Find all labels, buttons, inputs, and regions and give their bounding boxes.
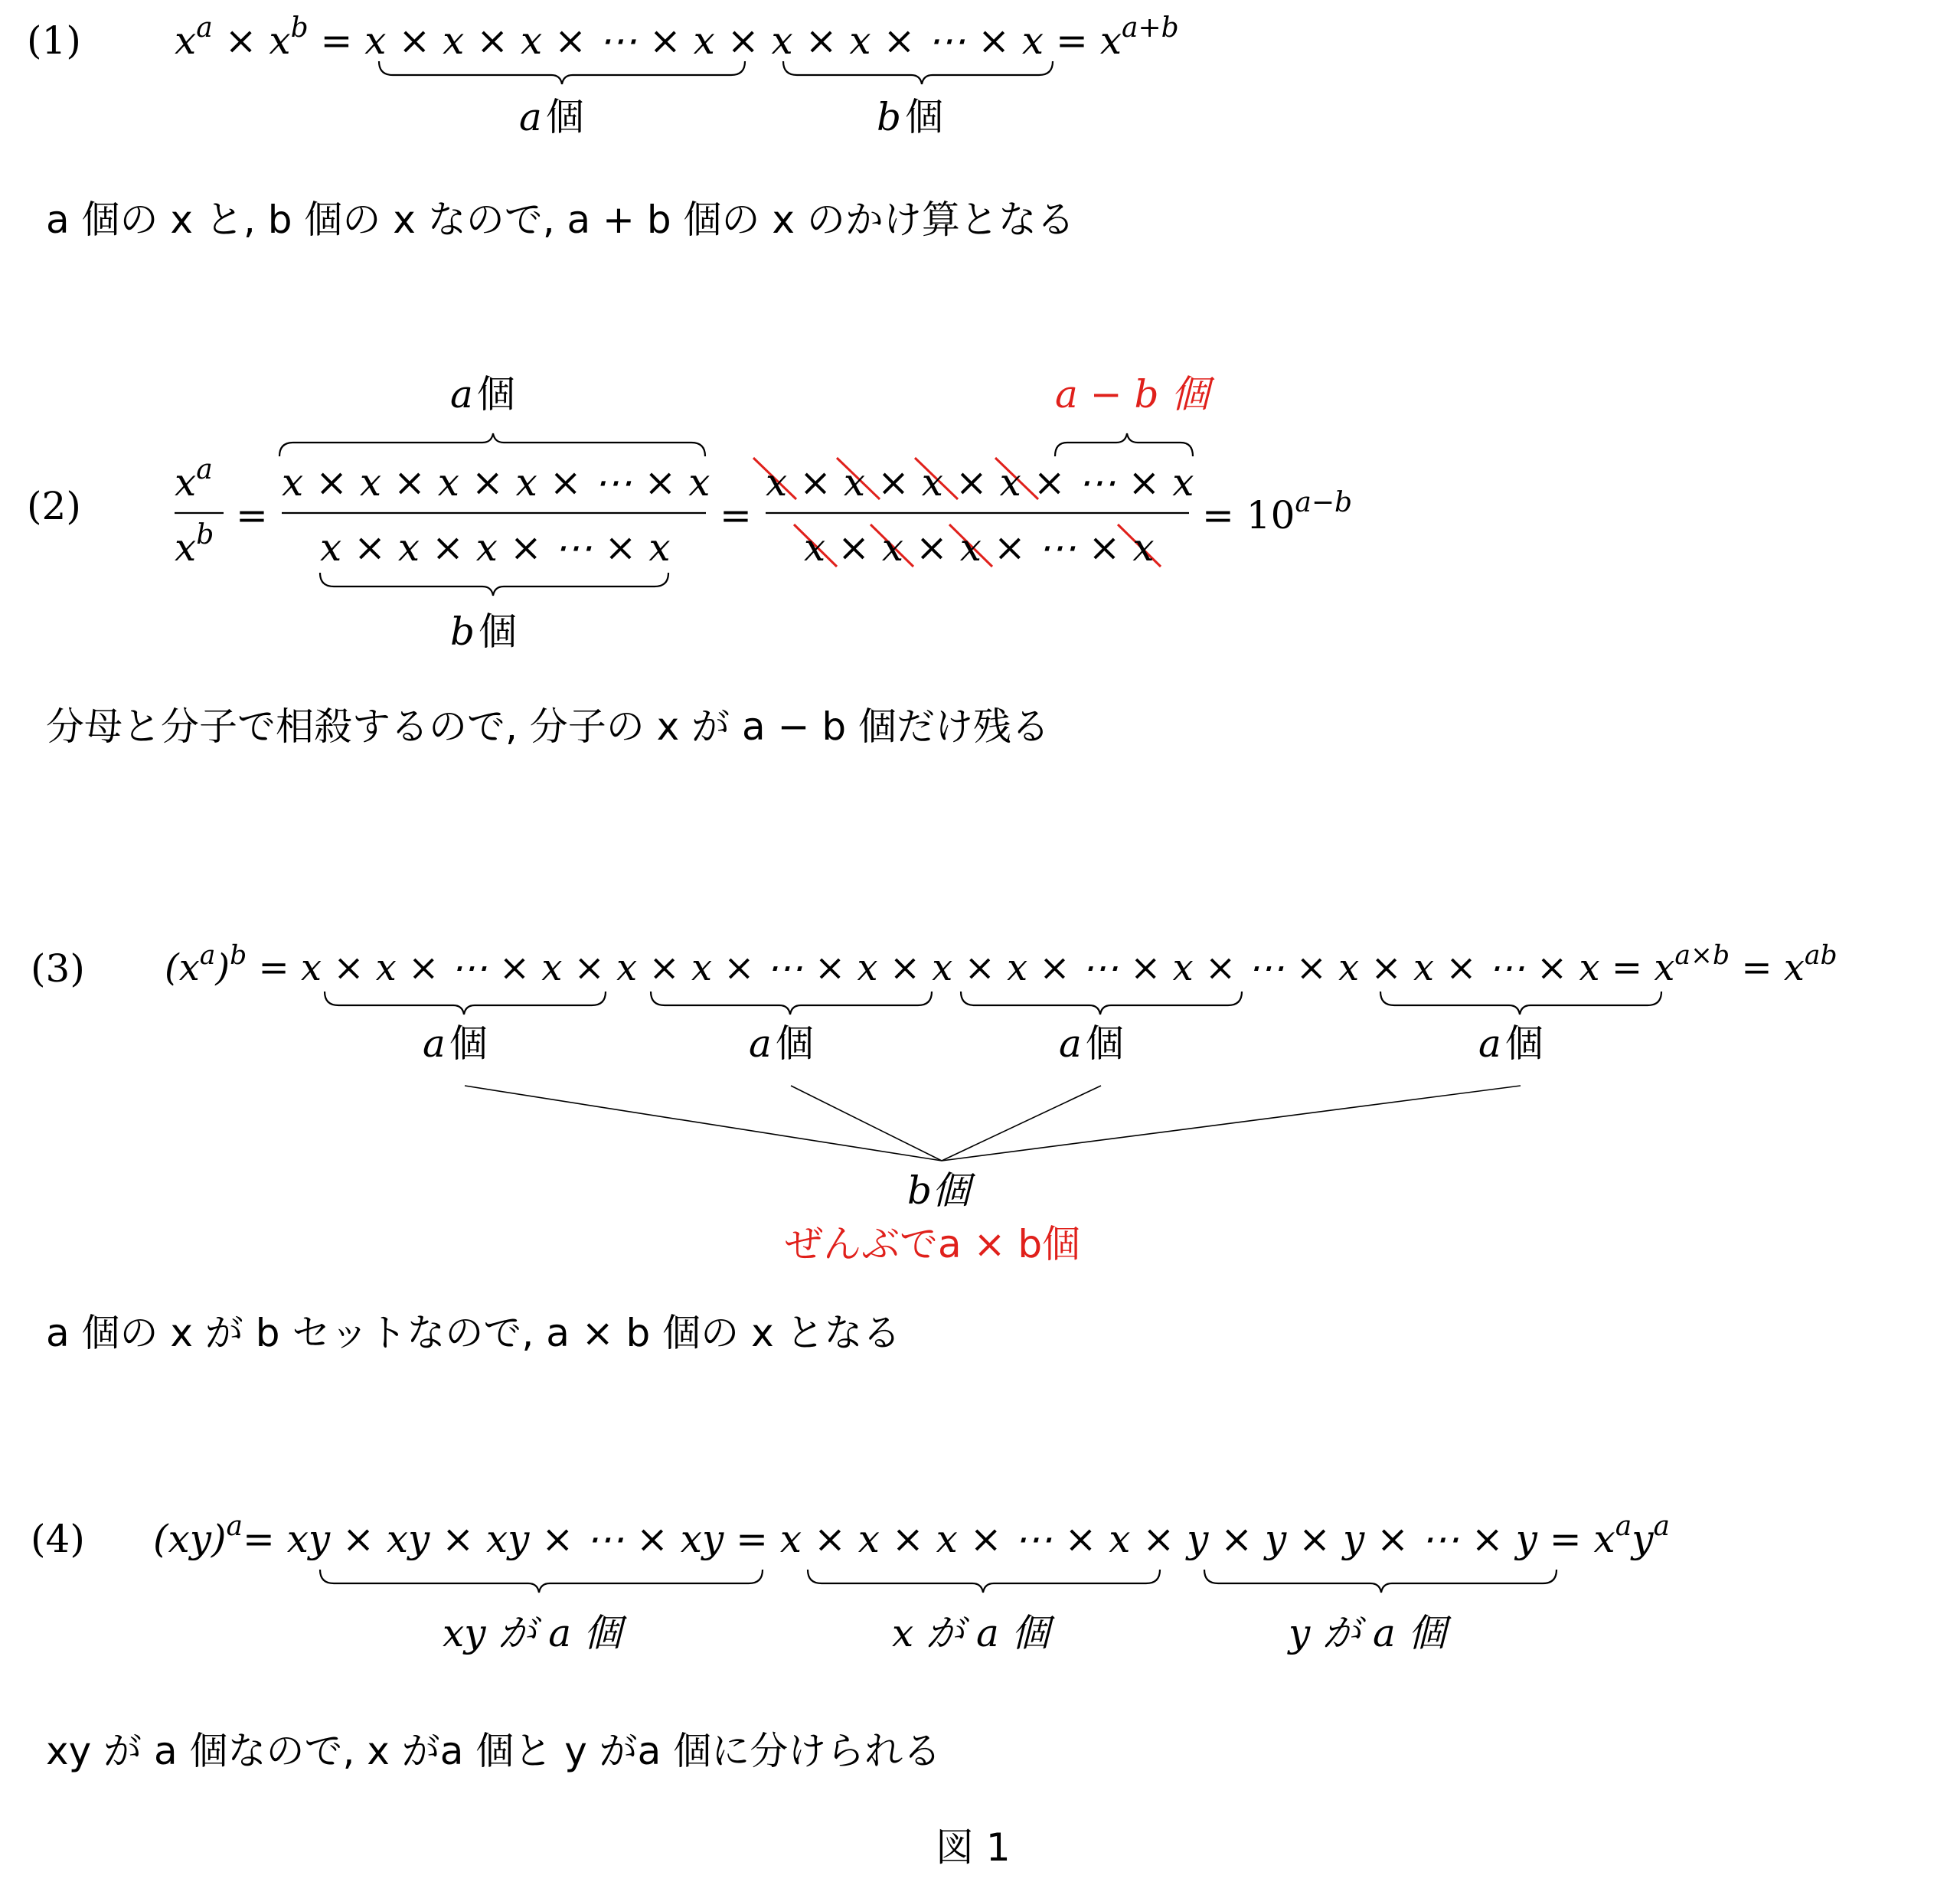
eq3-eq-tail: = x — [1730, 946, 1805, 989]
brace-group2-eq3 — [651, 992, 932, 1014]
eq2-top-brace-var: a — [450, 372, 473, 417]
brace-xy-eq4 — [320, 1570, 763, 1593]
eq1-lhs-exp-b: b — [290, 12, 309, 44]
eq3-group-unit-1: 個 — [449, 1021, 488, 1066]
eq4-brace-x-label: x が a 個 — [892, 1611, 1050, 1655]
eq1-rhs-exp: a+b — [1122, 12, 1179, 44]
eq1-brace-b-var: b — [877, 95, 902, 139]
eq2-frac2-num: x × x × x × x × ⋯ × x — [282, 460, 710, 505]
eq2-frac1-num-base: x — [175, 460, 197, 505]
eq2-frac2-den: x × x × x × ⋯ × x — [320, 525, 671, 570]
eq1-times: × x — [212, 18, 291, 63]
eq2-top-brace-label — [450, 372, 515, 417]
eq1-brace-b-label — [877, 95, 944, 139]
figure-caption: 図 1 — [936, 1825, 1011, 1870]
eq4-exp-a1: a — [1615, 1511, 1632, 1543]
brace-group3-eq3 — [961, 992, 1242, 1014]
eq4-label: (4) — [31, 1517, 85, 1561]
brace-remain-eq2 — [1055, 433, 1193, 456]
eq1-brace-b-unit: 個 — [905, 95, 944, 139]
eq1-brace-a-label — [519, 95, 584, 139]
eq3-total-label: ぜんぶでa × b個 — [785, 1222, 1081, 1266]
eq3-expansion: = x × x × ⋯ × x × x × x × ⋯ × x × x × x × ⋯ × x × ⋯ × x × x × ⋯ × x = x — [247, 946, 1675, 989]
eq3-explanation: a 個の x が b セットなので, a × b 個の x となる — [46, 1311, 901, 1355]
eq4-exp-a2: a — [1653, 1511, 1670, 1543]
eq2-result-base: = 10 — [1202, 493, 1295, 537]
eq2-bottom-brace-unit: 個 — [479, 609, 518, 654]
eq2-label: (2) — [27, 484, 81, 528]
eq1-rhs-expansion: = x × x × x × ⋯ × x × x × x × ⋯ × x = x — [308, 18, 1122, 63]
eq4-brace-xy-label: xy が a 個 — [443, 1611, 622, 1655]
eq3-group-label-2 — [749, 1021, 814, 1066]
eq2-top-brace-unit: 個 — [476, 372, 515, 417]
eq3-exp-ab2: ab — [1804, 940, 1838, 972]
eq3-group-label-1 — [423, 1021, 488, 1066]
eq3-group-unit-4: 個 — [1504, 1021, 1544, 1066]
eq2-result — [1202, 487, 1353, 537]
eq3-group-label-3 — [1059, 1021, 1124, 1066]
eq2-bottom-brace-var: b — [450, 609, 475, 654]
eq1-lhs-exp-a: a — [196, 12, 213, 44]
eq3-group-unit-3: 個 — [1085, 1021, 1124, 1066]
eq3-lhs-close: ) — [215, 946, 230, 989]
brace-x-eq4 — [808, 1570, 1160, 1593]
eq4-explanation: xy が a 個なので, x がa 個と y がa 個に分けられる — [46, 1729, 942, 1773]
brace-bottom-eq2 — [320, 573, 668, 596]
eq4-formula — [153, 1511, 1670, 1561]
eq1-label: (1) — [27, 18, 81, 63]
brace-a-eq1 — [379, 61, 745, 84]
eq3-count-label: b個 — [907, 1168, 971, 1213]
connector-line-3 — [942, 1086, 1101, 1161]
eq2-remain-text: a − b 個 — [1055, 372, 1210, 417]
eq4-brace-y-label: y が a 個 — [1289, 1611, 1446, 1655]
eq1-formula — [175, 12, 1179, 63]
brace-b-eq1 — [783, 61, 1053, 84]
eq2-bottom-brace-label — [450, 609, 518, 654]
brace-top-eq2 — [279, 433, 705, 456]
eq2-frac3-den: x × x × x × ⋯ × x — [804, 525, 1155, 570]
eq3-formula — [165, 940, 1838, 989]
eq1-explanation: a 個の x と, b 個の x なので, a + b 個の x のかけ算となる — [46, 198, 1075, 242]
eq3-lhs: (x — [165, 946, 200, 989]
eq3-lhs-exp-b: b — [230, 940, 247, 972]
eq2-equals-1: = — [236, 493, 268, 537]
eq2-result-exp: a−b — [1295, 487, 1353, 519]
eq3-group-var-1: a — [423, 1021, 446, 1066]
eq3-group-var-3: a — [1059, 1021, 1082, 1066]
eq2-frac1-den — [175, 519, 214, 570]
eq4-lhs: (xy) — [153, 1517, 227, 1561]
eq4-y-part: y — [1632, 1517, 1654, 1561]
eq2-remain-label — [1055, 372, 1210, 417]
eq2-frac1-den-base: x — [175, 525, 197, 570]
connector-line-4 — [942, 1086, 1521, 1161]
eq2-frac1-num — [175, 454, 213, 505]
eq1-brace-a-var: a — [519, 95, 542, 139]
eq4-expansion: = xy × xy × xy × ⋯ × xy = x × x × x × ⋯ × x × y × y × y × ⋯ × y = x — [242, 1517, 1615, 1561]
eq3-lhs-exp-a: a — [199, 940, 216, 972]
brace-group4-eq3 — [1380, 992, 1661, 1014]
eq3-group-unit-2: 個 — [775, 1021, 814, 1066]
eq1-brace-a-unit: 個 — [545, 95, 584, 139]
brace-group1-eq3 — [325, 992, 606, 1014]
eq4-lhs-exp: a — [226, 1511, 243, 1543]
eq2-frac1-den-exp: b — [196, 519, 214, 551]
eq3-group-label-4 — [1478, 1021, 1544, 1066]
connector-line-1 — [465, 1086, 942, 1161]
eq2-equals-2: = — [720, 493, 752, 537]
eq3-label: (3) — [31, 946, 85, 991]
eq3-exp-ab: a×b — [1674, 940, 1730, 972]
brace-y-eq4 — [1204, 1570, 1557, 1593]
eq2-explanation: 分母と分子で相殺するので, 分子の x が a − b 個だけ残る — [46, 704, 1050, 749]
eq2-frac1-num-exp: a — [196, 454, 213, 486]
eq2-frac3-num: x × x × x × x × ⋯ × x — [766, 460, 1194, 505]
eq1-lhs: x — [175, 18, 197, 63]
eq3-group-var-4: a — [1478, 1021, 1501, 1066]
eq3-group-var-2: a — [749, 1021, 772, 1066]
